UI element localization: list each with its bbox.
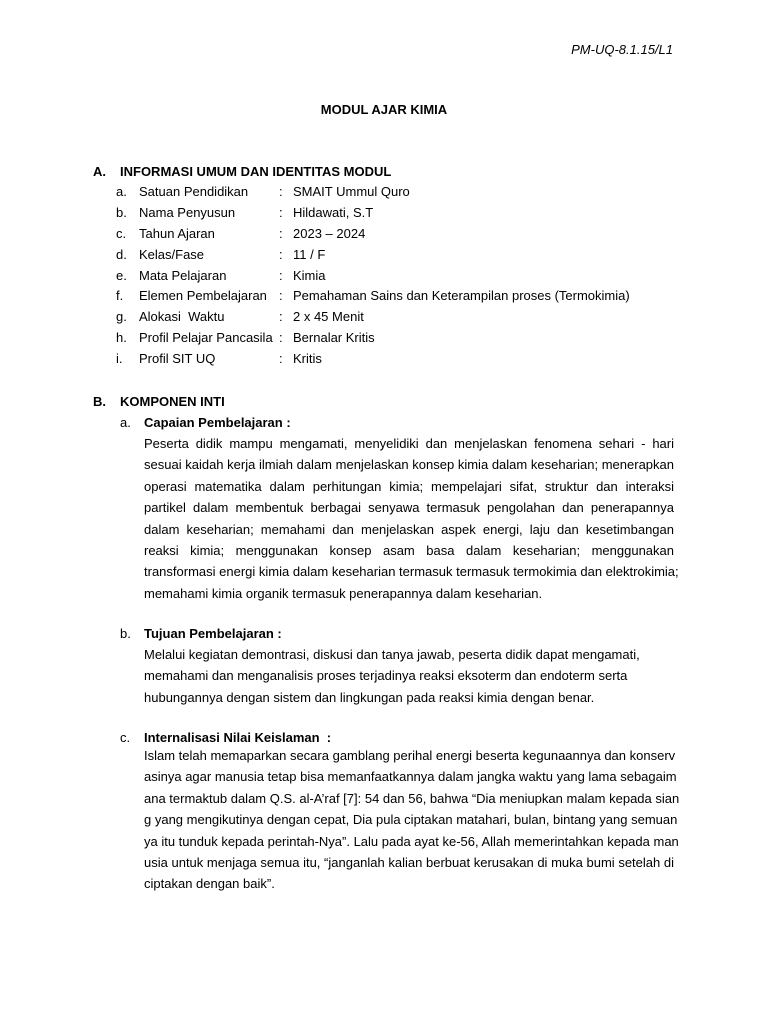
tujuan-letter: b. bbox=[120, 626, 131, 641]
row-value: 2 x 45 Menit bbox=[293, 309, 364, 325]
section-b-letter: B. bbox=[93, 394, 106, 409]
row-letter: i. bbox=[116, 351, 123, 367]
row-colon: : bbox=[279, 225, 283, 241]
capaian-title: Capaian Pembelajaran : bbox=[144, 415, 291, 430]
paragraph-line: Peserta didik mampu mengamati, menyelidiki dan menjelaskan fenomena sehari - hari bbox=[144, 436, 674, 451]
paragraph-line: ya itu tunduk kepada perintah-Nya”. Lalu pada ayat ke-56, Allah memerintahkan kepada man bbox=[144, 833, 679, 849]
paragraph-line: g yang mengikutinya dengan cepat, Dia pula ciptakan matahari, bulan, bintang yang semuan bbox=[144, 812, 678, 828]
capaian-heading bbox=[120, 415, 291, 430]
paragraph-line: memahami dan menganalisis proses terjadinya reaksi eksoterm dan endoterm serta bbox=[144, 668, 628, 684]
section-a-title: INFORMASI UMUM DAN IDENTITAS MODUL bbox=[120, 164, 392, 179]
row-value: Bernalar Kritis bbox=[293, 330, 375, 346]
internalisasi-heading bbox=[120, 730, 331, 745]
row-colon: : bbox=[279, 309, 283, 325]
paragraph-line: partikel dalam membentuk berbagai senyawa termasuk pengolahan dan penerapannya bbox=[144, 500, 674, 516]
row-value: 2023 – 2024 bbox=[293, 225, 366, 241]
row-label: Satuan Pendidikan bbox=[139, 184, 249, 199]
paragraph-line: hubungannya dengan sistem dan lingkungan pada reaksi kimia dengan benar. bbox=[144, 689, 595, 705]
document-code: PM-UQ-8.1.15/L1 bbox=[571, 42, 673, 57]
capaian-letter: a. bbox=[120, 415, 131, 430]
row-letter: a. bbox=[116, 184, 127, 199]
row-colon: : bbox=[279, 246, 283, 262]
row-colon: : bbox=[279, 267, 283, 283]
row-letter: h. bbox=[116, 330, 127, 346]
row-colon: : bbox=[279, 330, 283, 346]
row-label: Nama Penyusun bbox=[139, 204, 236, 220]
paragraph-line: usia untuk menjaga semua itu, “janganlah kalian berbuat kerusakan di muka bumi setelah di bbox=[144, 855, 674, 871]
tujuan-heading bbox=[120, 626, 282, 641]
paragraph-line: ana termaktub dalam Q.S. al-A’raf [7]: 54 dan 56, bahwa “Dia meniupkan malam kepada sian bbox=[144, 790, 680, 806]
section-b-heading bbox=[93, 394, 225, 409]
paragraph-line: Islam telah memaparkan secara gamblang perihal energi beserta kegunaannya dan konserv bbox=[144, 748, 676, 763]
row-letter: e. bbox=[116, 267, 127, 283]
paragraph-line: memahami kimia organik termasuk penerapannya dalam keseharian. bbox=[144, 585, 543, 601]
tujuan-paragraph bbox=[144, 644, 674, 708]
page-title: MODUL AJAR KIMIA bbox=[320, 102, 448, 117]
section-a-heading bbox=[93, 164, 391, 179]
row-colon: : bbox=[279, 184, 283, 199]
paragraph-line: operasi matematika dalam perhitungan kimia; mempelajari sifat, struktur dan interaksi bbox=[144, 478, 674, 494]
internalisasi-letter: c. bbox=[120, 730, 131, 745]
paragraph-line: Melalui kegiatan demontrasi, diskusi dan tanya jawab, peserta didik dapat mengamati, bbox=[144, 647, 640, 662]
row-letter: b. bbox=[116, 204, 127, 220]
row-label: Alokasi Waktu bbox=[139, 309, 225, 325]
tujuan-title: Tujuan Pembelajaran : bbox=[144, 626, 282, 641]
row-value: Kimia bbox=[293, 267, 326, 283]
row-label: Kelas/Fase bbox=[139, 246, 205, 262]
row-colon: : bbox=[279, 288, 283, 304]
internalisasi-title: Internalisasi Nilai Keislaman : bbox=[144, 730, 332, 745]
row-label: Profil SIT UQ bbox=[139, 351, 216, 367]
section-a-letter: A. bbox=[93, 164, 106, 179]
row-letter: g. bbox=[116, 309, 127, 325]
row-label: Elemen Pembelajaran bbox=[139, 288, 267, 304]
paragraph-line: transformasi energi kimia dalam keseharian termasuk termasuk termokimia dan elektrokimia; bbox=[144, 564, 679, 580]
row-colon: : bbox=[279, 351, 283, 367]
row-letter: f. bbox=[116, 288, 124, 304]
row-value: 11 / F bbox=[293, 246, 326, 262]
paragraph-line: asinya agar manusia tetap bisa memanfaatkannya dalam jangka waktu yang lama sebagaim bbox=[144, 769, 677, 785]
row-value: Kritis bbox=[293, 351, 322, 367]
row-label: Mata Pelajaran bbox=[139, 267, 227, 283]
row-value: SMAIT Ummul Quro bbox=[293, 184, 410, 199]
row-value: Pemahaman Sains dan Keterampilan proses (Termokimia) bbox=[293, 288, 630, 304]
row-colon: : bbox=[279, 204, 283, 220]
paragraph-line: reaksi kimia; menggunakan konsep asam basa dalam keseharian; menggunakan bbox=[144, 543, 674, 559]
row-value: Hildawati, S.T bbox=[293, 204, 374, 220]
capaian-paragraph bbox=[144, 433, 679, 604]
row-letter: c. bbox=[116, 225, 127, 241]
section-b-title: KOMPONEN INTI bbox=[120, 394, 225, 409]
internalisasi-paragraph bbox=[144, 745, 680, 895]
paragraph-line: dalam keseharian; memahami dan menjelaskan aspek energi, laju dan kesetimbangan bbox=[144, 521, 674, 537]
paragraph-line: sesuai kaidah kerja ilmiah dalam menjelaskan konsep kimia dalam keseharian; menerapkan bbox=[144, 457, 674, 473]
row-label: Tahun Ajaran bbox=[139, 225, 215, 241]
row-label: Profil Pelajar Pancasila bbox=[139, 330, 273, 346]
paragraph-line: ciptakan dengan baik”. bbox=[144, 876, 275, 892]
row-letter: d. bbox=[116, 246, 127, 262]
